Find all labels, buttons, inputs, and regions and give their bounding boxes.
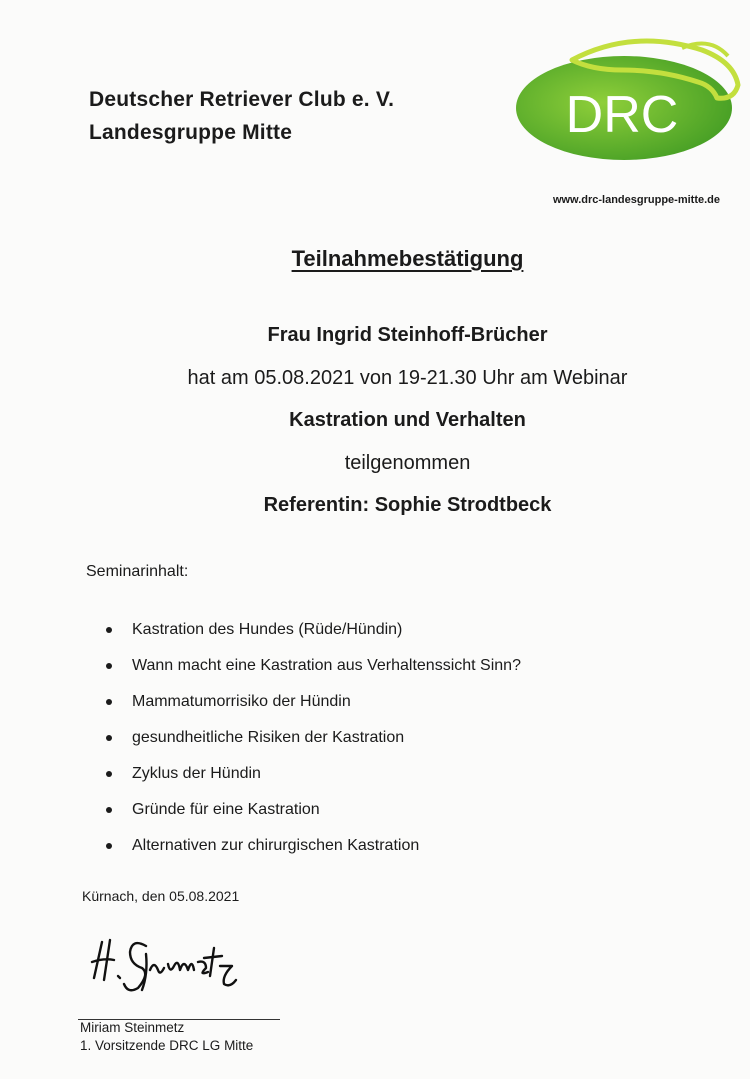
bullet-icon: [106, 735, 112, 741]
signer-role: 1. Vorsitzende DRC LG Mitte: [80, 1038, 254, 1053]
attendance-text-end: teilgenommen: [344, 452, 471, 474]
participant-name: Frau Ingrid Steinhoff-Brücher: [267, 324, 548, 346]
attendance-text: hat am 05.08.2021 von 19-21.30 Uhr am Webinar: [187, 367, 628, 389]
list-item: Kastration des Hundes (Rüde/Hündin): [104, 620, 521, 656]
website-link[interactable]: www.drc-landesgruppe-mitte.de: [552, 194, 720, 206]
topic-list: [104, 620, 521, 872]
drc-logo: [512, 30, 744, 162]
content-label: Seminarinhalt:: [86, 563, 189, 580]
place-date: Kürnach, den 05.08.2021: [82, 888, 240, 904]
list-item: Gründe für eine Kastration: [104, 800, 521, 836]
list-item: Alternativen zur chirurgischen Kastration: [104, 836, 521, 872]
document-title: Teilnahmebestätigung: [291, 246, 524, 271]
bullet-icon: [106, 807, 112, 813]
bullet-icon: [106, 843, 112, 849]
speaker-name: Referentin: Sophie Strodtbeck: [263, 494, 552, 516]
bullet-icon: [106, 699, 112, 705]
course-title: Kastration und Verhalten: [289, 409, 526, 431]
list-item: Mammatumorrisiko der Hündin: [104, 692, 521, 728]
organization-subtitle: Landesgruppe Mitte: [89, 121, 293, 144]
logo-text: DRC: [565, 86, 679, 144]
bullet-icon: [106, 663, 112, 669]
bullet-icon: [106, 771, 112, 777]
signature: [80, 930, 240, 1000]
list-item: gesundheitliche Risiken der Kastration: [104, 728, 521, 764]
organization-name: Deutscher Retriever Club e. V.: [89, 88, 395, 111]
list-item: Zyklus der Hündin: [104, 764, 521, 800]
list-item: Wann macht eine Kastration aus Verhaltenssicht Sinn?: [104, 656, 521, 692]
signer-name: Miriam Steinmetz: [80, 1020, 185, 1035]
bullet-icon: [106, 627, 112, 633]
